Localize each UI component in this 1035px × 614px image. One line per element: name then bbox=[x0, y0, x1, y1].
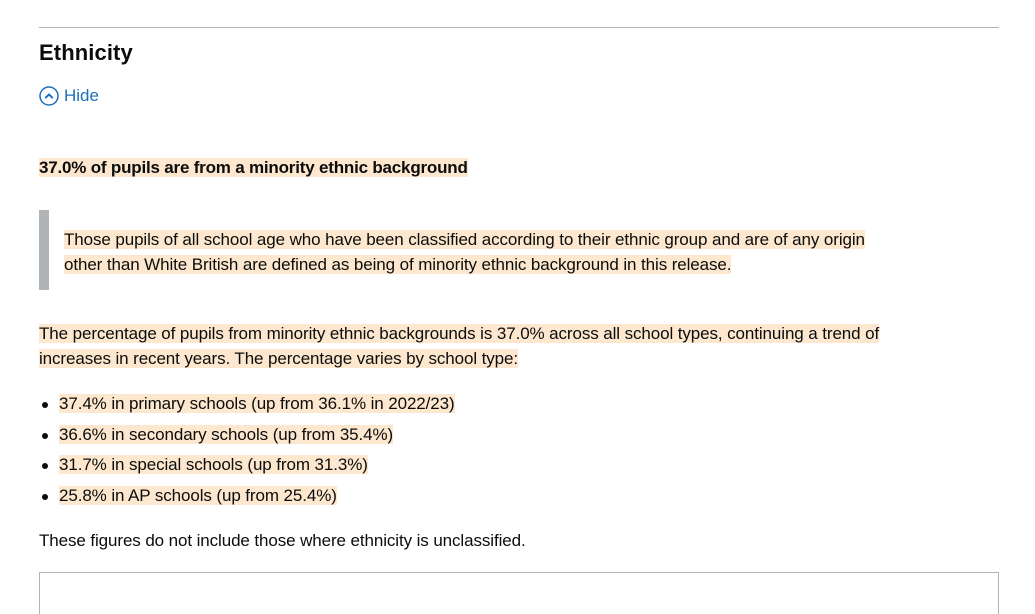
inset-text-line-1: Those pupils of all school age who have been classified according to their ethnic group and are of any origin bbox=[64, 230, 865, 249]
list-item bbox=[39, 453, 455, 477]
headline-statistic bbox=[39, 156, 468, 180]
school-type-list bbox=[39, 392, 455, 514]
body-text-line-1: The percentage of pupils from minority ethnic backgrounds is 37.0% across all school types, continuing a trend of bbox=[39, 324, 880, 343]
list-item bbox=[39, 484, 455, 508]
footnote: These figures do not include those where ethnicity is unclassified. bbox=[39, 531, 526, 550]
list-item-text: 25.8% in AP schools (up from 25.4%) bbox=[59, 485, 337, 505]
headline-text: 37.0% of pupils are from a minority ethnic background bbox=[39, 158, 468, 177]
body-paragraph bbox=[39, 321, 989, 371]
content-panel bbox=[39, 572, 999, 614]
list-item bbox=[39, 423, 455, 447]
inset-text-line-2: other than White British are defined as being of minority ethnic background in this release. bbox=[64, 255, 732, 274]
chevron-up-circle-icon bbox=[39, 86, 59, 106]
definition-inset bbox=[39, 210, 969, 290]
list-item bbox=[39, 392, 455, 416]
list-item-text: 37.4% in primary schools (up from 36.1% in 2022/23) bbox=[59, 394, 455, 413]
list-item-text: 31.7% in special schools (up from 31.3%) bbox=[59, 455, 368, 474]
section-divider bbox=[39, 27, 999, 28]
section-heading: Ethnicity bbox=[39, 40, 133, 65]
hide-section-toggle[interactable] bbox=[39, 84, 99, 108]
body-text-line-2: increases in recent years. The percentage varies by school type: bbox=[39, 349, 518, 368]
list-item-text: 36.6% in secondary schools (up from 35.4%) bbox=[59, 424, 394, 444]
hide-toggle-label: Hide bbox=[64, 86, 99, 105]
